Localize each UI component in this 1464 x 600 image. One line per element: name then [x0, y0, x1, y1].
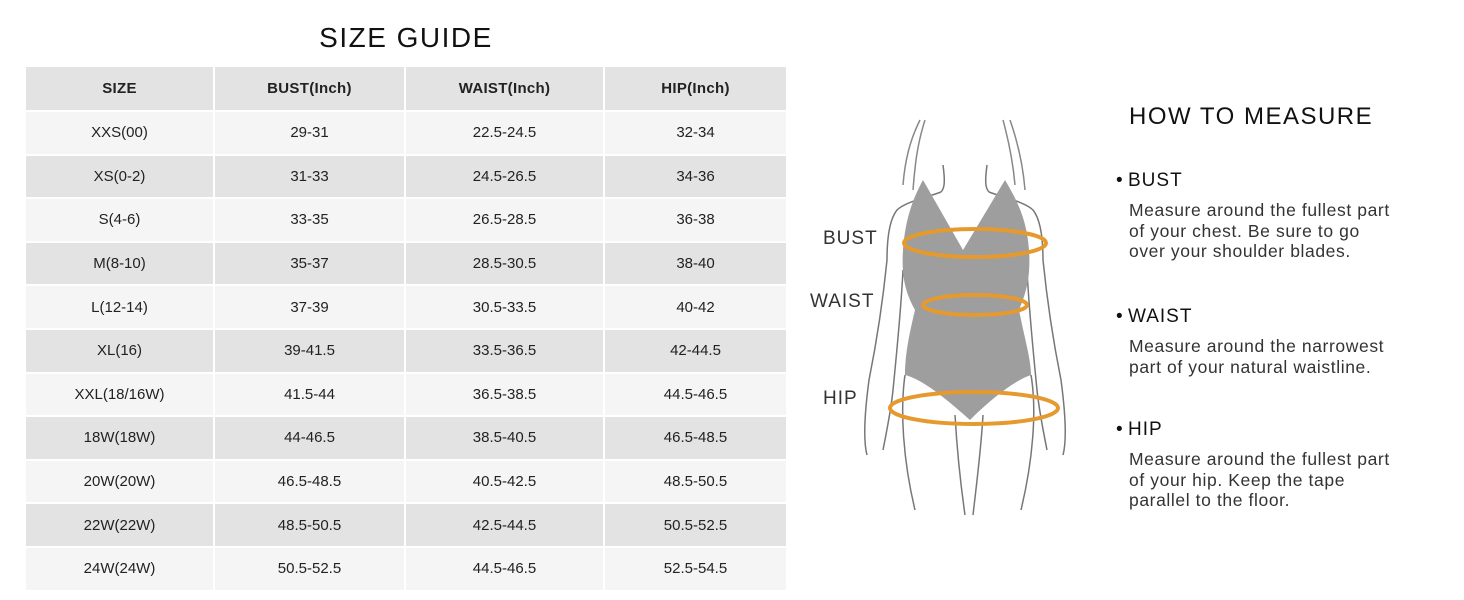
cell-waist: 40.5-42.5: [406, 461, 605, 505]
cell-waist: 28.5-30.5: [406, 243, 605, 287]
column-header-hip: HIP(Inch): [605, 67, 786, 112]
cell-bust: 31-33: [215, 156, 406, 200]
measure-description-line: over your shoulder blades.: [1129, 241, 1351, 261]
cell-bust: 41.5-44: [215, 374, 406, 418]
cell-hip: 34-36: [605, 156, 786, 200]
cell-hip: 44.5-46.5: [605, 374, 786, 418]
cell-bust: 35-37: [215, 243, 406, 287]
cell-waist: 24.5-26.5: [406, 156, 605, 200]
table-row: [26, 504, 786, 548]
cell-size: 18W(18W): [26, 417, 215, 461]
size-table: [26, 67, 786, 592]
cell-bust: 48.5-50.5: [215, 504, 406, 548]
cell-hip: 48.5-50.5: [605, 461, 786, 505]
cell-hip: 40-42: [605, 286, 786, 330]
cell-waist: 38.5-40.5: [406, 417, 605, 461]
measure-description-line: part of your natural waistline.: [1129, 356, 1372, 377]
table-row: [26, 199, 786, 243]
cell-waist: 30.5-33.5: [406, 286, 605, 330]
measure-description-line: Measure around the narrowest: [1129, 336, 1385, 356]
measure-description-line: Measure around the fullest part: [1129, 200, 1390, 220]
measure-item-bust: [1116, 170, 1446, 262]
measure-item-waist: [1116, 306, 1446, 377]
measure-item-name: WAIST: [1128, 306, 1193, 327]
column-header-waist: WAIST(Inch): [406, 67, 605, 112]
hip-label: HIP: [823, 388, 858, 409]
cell-bust: 29-31: [215, 112, 406, 156]
table-row: [26, 112, 786, 156]
table-row: [26, 330, 786, 374]
cell-hip: 36-38: [605, 199, 786, 243]
measure-description-line: parallel to the floor.: [1129, 490, 1291, 510]
cell-waist: 33.5-36.5: [406, 330, 605, 374]
bullet-icon: •: [1116, 419, 1124, 440]
cell-size: 20W(20W): [26, 461, 215, 505]
measure-item-name: HIP: [1128, 419, 1163, 440]
column-header-size: SIZE: [26, 67, 215, 112]
cell-size: XXL(18/16W): [26, 374, 215, 418]
cell-waist: 22.5-24.5: [406, 112, 605, 156]
cell-bust: 39-41.5: [215, 330, 406, 374]
body-measurement-figure: [805, 110, 1095, 530]
cell-bust: 46.5-48.5: [215, 461, 406, 505]
table-row: [26, 156, 786, 200]
cell-bust: 33-35: [215, 199, 406, 243]
cell-bust: 37-39: [215, 286, 406, 330]
cell-waist: 36.5-38.5: [406, 374, 605, 418]
cell-waist: 44.5-46.5: [406, 548, 605, 592]
cell-size: M(8-10): [26, 243, 215, 287]
measure-item-name: BUST: [1128, 170, 1183, 191]
how-to-measure-title: HOW TO MEASURE: [1129, 103, 1374, 130]
cell-waist: 26.5-28.5: [406, 199, 605, 243]
bullet-icon: •: [1116, 306, 1124, 327]
table-row: [26, 417, 786, 461]
cell-hip: 32-34: [605, 112, 786, 156]
measure-description-line: of your hip. Keep the tape: [1129, 469, 1346, 490]
cell-hip: 50.5-52.5: [605, 504, 786, 548]
cell-hip: 38-40: [605, 243, 786, 287]
measure-description-line: of your chest. Be sure to go: [1129, 220, 1360, 241]
table-row: [26, 374, 786, 418]
body-illustration: [805, 110, 1095, 530]
table-row: [26, 548, 786, 592]
cell-bust: 44-46.5: [215, 417, 406, 461]
cell-hip: 46.5-48.5: [605, 417, 786, 461]
column-header-bust: BUST(Inch): [215, 67, 406, 112]
cell-bust: 50.5-52.5: [215, 548, 406, 592]
bullet-icon: •: [1116, 170, 1124, 191]
table-row: [26, 243, 786, 287]
cell-hip: 52.5-54.5: [605, 548, 786, 592]
cell-waist: 42.5-44.5: [406, 504, 605, 548]
cell-size: L(12-14): [26, 286, 215, 330]
cell-size: XL(16): [26, 330, 215, 374]
table-header-row: [26, 67, 786, 112]
cell-size: XS(0-2): [26, 156, 215, 200]
size-guide-title: SIZE GUIDE: [319, 22, 493, 53]
measure-item-hip: [1116, 419, 1446, 511]
cell-size: 24W(24W): [26, 548, 215, 592]
cell-size: XXS(00): [26, 112, 215, 156]
waist-label: WAIST: [810, 291, 875, 312]
bust-label: BUST: [823, 228, 878, 249]
table-row: [26, 461, 786, 505]
cell-size: S(4-6): [26, 199, 215, 243]
cell-hip: 42-44.5: [605, 330, 786, 374]
table-row: [26, 286, 786, 330]
cell-size: 22W(22W): [26, 504, 215, 548]
measure-description-line: Measure around the fullest part: [1129, 449, 1390, 469]
